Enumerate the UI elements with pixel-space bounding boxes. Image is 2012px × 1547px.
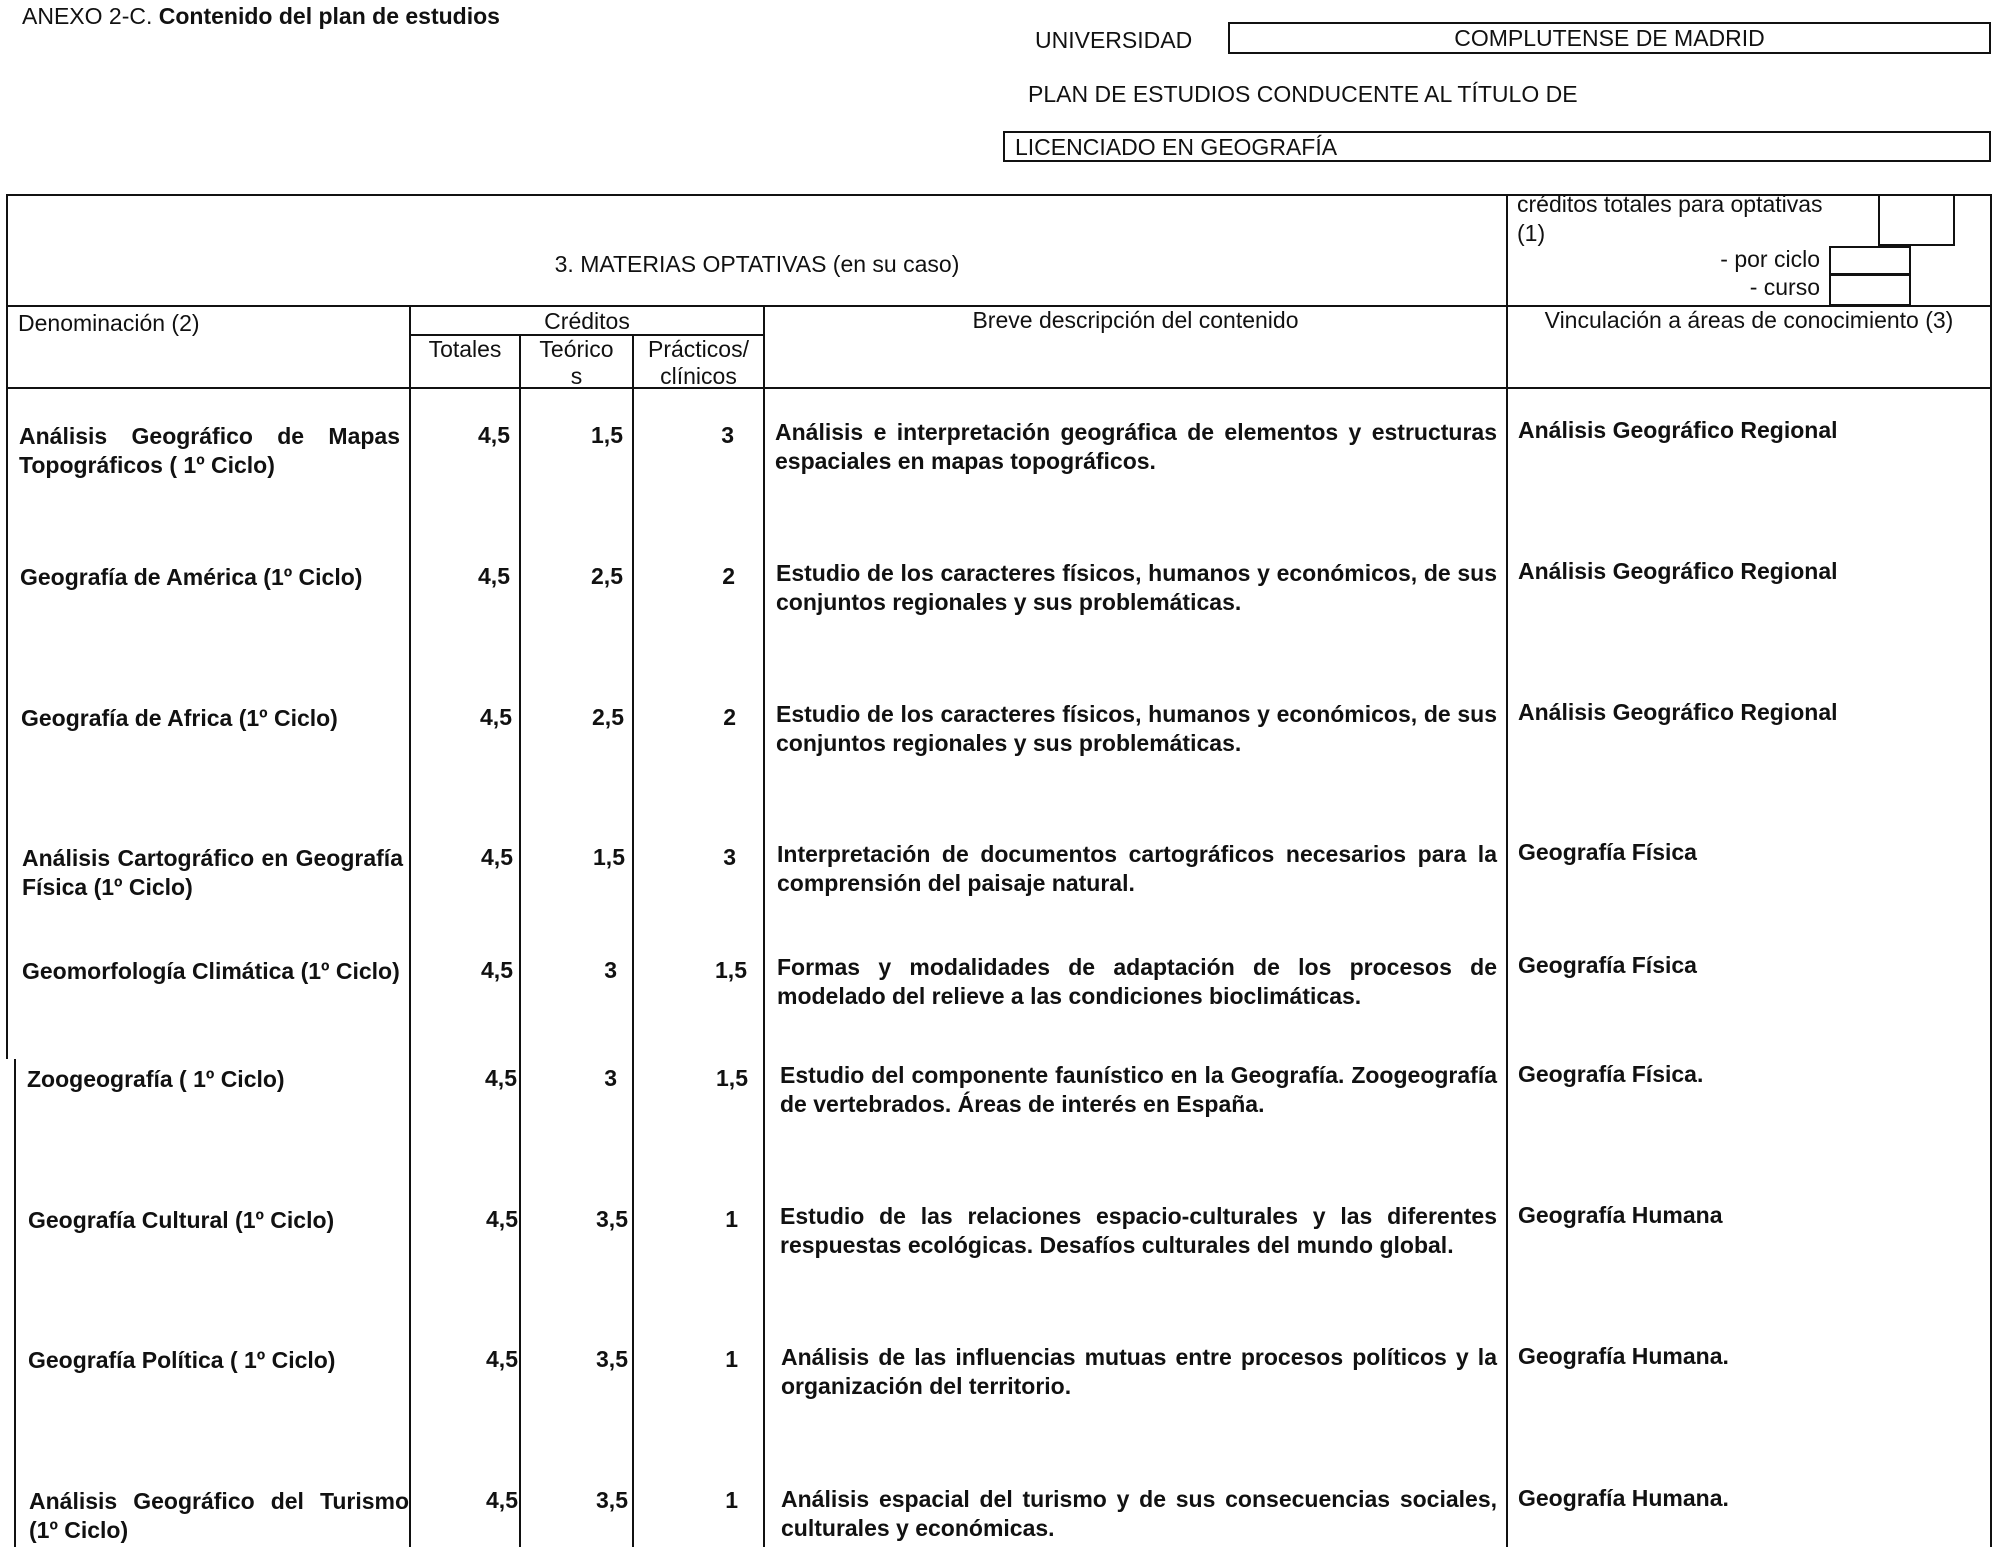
row-credits-practice: 1	[725, 1206, 738, 1232]
row-area: Geografía Física	[1518, 839, 1697, 865]
row-credits-total: 4,5	[485, 1065, 517, 1091]
row-credits-total: 4,5	[478, 563, 510, 589]
table-left-border-lower	[14, 1059, 16, 1547]
row-area: Geografía Física	[1518, 952, 1697, 978]
table-right-border	[1990, 194, 1992, 1547]
row-description: Estudio de las relaciones espacio-culturales y las diferentes respuestas ecológicas. Desafíos culturales del mundo global.	[780, 1203, 1497, 1258]
col-sep-practice	[763, 305, 765, 1547]
optatives-per-course-label: - curso	[1749, 274, 1820, 300]
col-header-theory-line1: Teórico	[539, 336, 614, 362]
annex-prefix: ANEXO 2-C.	[22, 3, 153, 29]
col-header-total: Totales	[428, 336, 502, 362]
row-subject-name: Análisis Geográfico de Mapas Topográficos ( 1º Ciclo)	[19, 423, 400, 478]
row-description: Formas y modalidades de adaptación de los procesos de modelado del relieve a las condiciones bioclimáticas.	[777, 954, 1497, 1009]
annex-heading	[22, 3, 500, 30]
row-credits-theory: 3,5	[596, 1206, 628, 1232]
row-credits-practice: 1,5	[716, 1065, 748, 1091]
col-sep-description	[1506, 194, 1508, 1547]
row-description: Estudio del componente faunístico en la Geografía. Zoogeografía de vertebrados. Áreas de interés en España.	[780, 1062, 1497, 1117]
row-credits-total: 4,5	[486, 1206, 518, 1232]
row-credits-theory: 3,5	[596, 1346, 628, 1372]
col-header-theory-line2: s	[570, 363, 583, 389]
col-header-practice-line1: Prácticos/	[648, 336, 749, 362]
row-subject-name: Geografía Cultural (1º Ciclo)	[28, 1207, 335, 1233]
row-area: Análisis Geográfico Regional	[1518, 558, 1838, 584]
optatives-per-cycle-label: - por ciclo	[1720, 246, 1820, 272]
row-credits-total: 4,5	[486, 1487, 518, 1513]
col-header-practice-line2: clínicos	[660, 363, 737, 389]
row-subject-name: Geografía de América (1º Ciclo)	[20, 564, 363, 590]
row-credits-practice: 1,5	[715, 957, 747, 983]
col-header-credits: Créditos	[544, 308, 630, 334]
row-area: Geografía Humana.	[1518, 1343, 1729, 1369]
university-label: UNIVERSIDAD	[1035, 27, 1193, 53]
plan-label: PLAN DE ESTUDIOS CONDUCENTE AL TÍTULO DE	[1028, 81, 1578, 107]
row-credits-theory: 3	[604, 1065, 617, 1091]
row-area: Geografía Humana	[1518, 1202, 1723, 1228]
row-credits-theory: 1,5	[593, 844, 625, 870]
row-description: Análisis espacial del turismo y de sus consecuencias sociales, culturales y económicas.	[781, 1486, 1497, 1541]
col-header-area: Vinculación a áreas de conocimiento (3)	[1544, 307, 1954, 333]
row-credits-total: 4,5	[481, 844, 513, 870]
col-header-theory	[521, 336, 632, 390]
row-credits-practice: 3	[721, 422, 734, 448]
university-field	[1228, 22, 1991, 54]
row-subject-name: Análisis Geográfico del Turismo (1º Ciclo)	[29, 1488, 409, 1543]
optatives-per-cycle-field	[1829, 246, 1911, 275]
row-credits-practice: 3	[723, 844, 736, 870]
header-bottom-border	[6, 387, 1992, 389]
table-left-border-upper	[6, 194, 8, 1059]
optatives-label-line2: (1)	[1517, 220, 1546, 246]
optatives-total-field	[1878, 194, 1955, 246]
row-area: Análisis Geográfico Regional	[1518, 417, 1838, 443]
row-subject-name: Geomorfología Climática (1º Ciclo)	[22, 958, 400, 984]
annex-title: Contenido del plan de estudios	[158, 3, 500, 29]
row-area: Geografía Física.	[1518, 1061, 1704, 1087]
row-credits-theory: 2,5	[591, 563, 623, 589]
row-description: Estudio de los caracteres físicos, humanos y económicos, de sus conjuntos regionales y sus problemáticas.	[776, 560, 1497, 615]
row-credits-total: 4,5	[481, 957, 513, 983]
optatives-label-line1: créditos totales para optativas	[1517, 191, 1823, 217]
row-credits-total: 4,5	[486, 1346, 518, 1372]
col-header-description: Breve descripción del contenido	[972, 307, 1299, 333]
col-header-practice	[634, 336, 763, 390]
row-description: Análisis de las influencias mutuas entre procesos políticos y la organización del territorio.	[781, 1344, 1497, 1399]
row-subject-name: Geografía Política ( 1º Ciclo)	[28, 1347, 336, 1373]
optatives-per-course-field	[1829, 274, 1911, 306]
row-credits-theory: 3	[604, 957, 617, 983]
row-credits-practice: 1	[725, 1346, 738, 1372]
row-credits-practice: 2	[722, 563, 735, 589]
section-title: 3. MATERIAS OPTATIVAS (en su caso)	[554, 251, 960, 277]
row-description: Análisis e interpretación geográfica de elementos y estructuras espaciales en mapas topográficos.	[775, 419, 1497, 474]
col-header-name: Denominación (2)	[18, 310, 200, 336]
row-credits-practice: 2	[723, 704, 736, 730]
degree-field	[1003, 131, 1991, 162]
university-name: COMPLUTENSE DE MADRID	[1454, 25, 1765, 51]
row-credits-practice: 1	[725, 1487, 738, 1513]
row-credits-theory: 2,5	[592, 704, 624, 730]
optatives-label	[1517, 190, 1877, 248]
row-credits-total: 4,5	[480, 704, 512, 730]
row-description: Estudio de los caracteres físicos, humanos y económicos, de sus conjuntos regionales y sus problemáticas.	[776, 701, 1497, 756]
row-subject-name: Geografía de Africa (1º Ciclo)	[21, 705, 338, 731]
row-description: Interpretación de documentos cartográficos necesarios para la comprensión del paisaje natural.	[777, 841, 1497, 896]
row-credits-total: 4,5	[478, 422, 510, 448]
row-credits-theory: 3,5	[596, 1487, 628, 1513]
row-credits-theory: 1,5	[591, 422, 623, 448]
row-subject-name: Análisis Cartográfico en Geografía Física (1º Ciclo)	[22, 845, 403, 900]
row-area: Geografía Humana.	[1518, 1485, 1729, 1511]
degree-name: LICENCIADO EN GEOGRAFÍA	[1015, 134, 1338, 160]
row-subject-name: Zoogeografía ( 1º Ciclo)	[27, 1066, 285, 1092]
row-area: Análisis Geográfico Regional	[1518, 699, 1838, 725]
